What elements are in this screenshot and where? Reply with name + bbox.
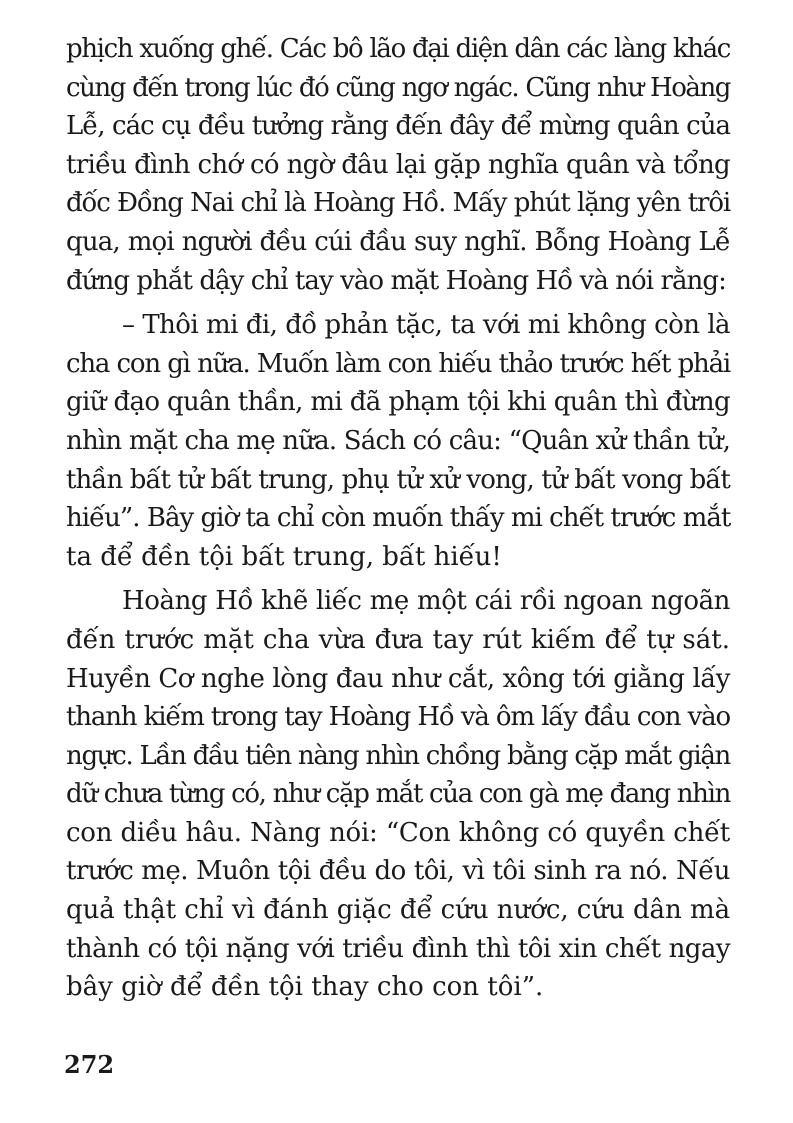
text-line: phịch xuống ghế. Các bô lão đại diện dân các làng khác: [66, 34, 730, 64]
text-line: ngực. Lần đầu tiên nàng nhìn chồng bằng cặp mắt giận: [66, 740, 730, 771]
text-line: trước mẹ. Muôn tội đều do tôi, vì tôi sinh ra nó. Nếu: [66, 856, 730, 887]
text-line: cha con gì nữa. Muốn làm con hiếu thảo trước hết phải: [66, 348, 730, 379]
text-line: cùng đến trong lúc đó cũng ngơ ngác. Cũng như Hoàng: [66, 72, 730, 103]
text-line: dữ chưa từng có, như cặp mắt của con gà mẹ đang nhìn: [66, 779, 730, 810]
text-line: quả thật chỉ vì đánh giặc để cứu nước, cứu dân mà: [66, 895, 731, 926]
text-column: [66, 30, 730, 1007]
text-line: bây giờ để đền tội thay cho con tôi”.: [66, 972, 544, 1003]
text-line: thành có tội nặng với triều đình thì tôi xin chết ngay: [66, 933, 730, 964]
text-line: – Thôi mi đi, đồ phản tặc, ta với mi không còn là: [122, 310, 730, 341]
paragraph: [66, 582, 730, 1007]
page-number: 272: [64, 1050, 115, 1079]
text-line: ta để đền tội bất trung, bất hiếu!: [66, 541, 502, 572]
book-page-body: [66, 30, 730, 1013]
text-line: nhìn mặt cha mẹ nữa. Sách có câu: “Quân xử thần tử,: [66, 425, 731, 456]
text-line: đốc Đồng Nai chỉ là Hoàng Hồ. Mấy phút lặng yên trôi: [66, 188, 730, 219]
text-line: thanh kiếm trong tay Hoàng Hồ và ôm lấy đầu con vào: [66, 702, 730, 733]
text-line: thần bất tử bất trung, phụ tử xử vong, tử bất vong bất: [66, 464, 730, 495]
text-line: đứng phắt dậy chỉ tay vào mặt Hoàng Hồ và nói rằng:: [66, 265, 726, 296]
text-line: con diều hâu. Nàng nói: “Con không có quyền chết: [66, 817, 730, 848]
text-line: qua, mọi người đều cúi đầu suy nghĩ. Bỗng Hoàng Lễ: [66, 226, 730, 257]
paragraph: [66, 306, 730, 576]
text-line: Hoàng Hồ khẽ liếc mẹ một cái rồi ngoan ngoãn: [122, 586, 730, 617]
text-line: Huyền Cơ nghe lòng đau như cắt, xông tới giằng lấy: [66, 663, 730, 694]
text-line: hiếu”. Bây giờ ta chỉ còn muốn thấy mi chết trước mắt: [66, 503, 731, 534]
paragraph: [66, 30, 730, 300]
text-line: triều đình chớ có ngờ đâu lại gặp nghĩa quân và tổng: [66, 149, 730, 180]
text-line: đến trước mặt cha vừa đưa tay rút kiếm để tự sát.: [66, 624, 730, 655]
text-line: giữ đạo quân thần, mi đã phạm tội khi quân thì đừng: [66, 387, 730, 418]
text-line: Lễ, các cụ đều tưởng rằng đến đây để mừng quân của: [66, 111, 730, 142]
